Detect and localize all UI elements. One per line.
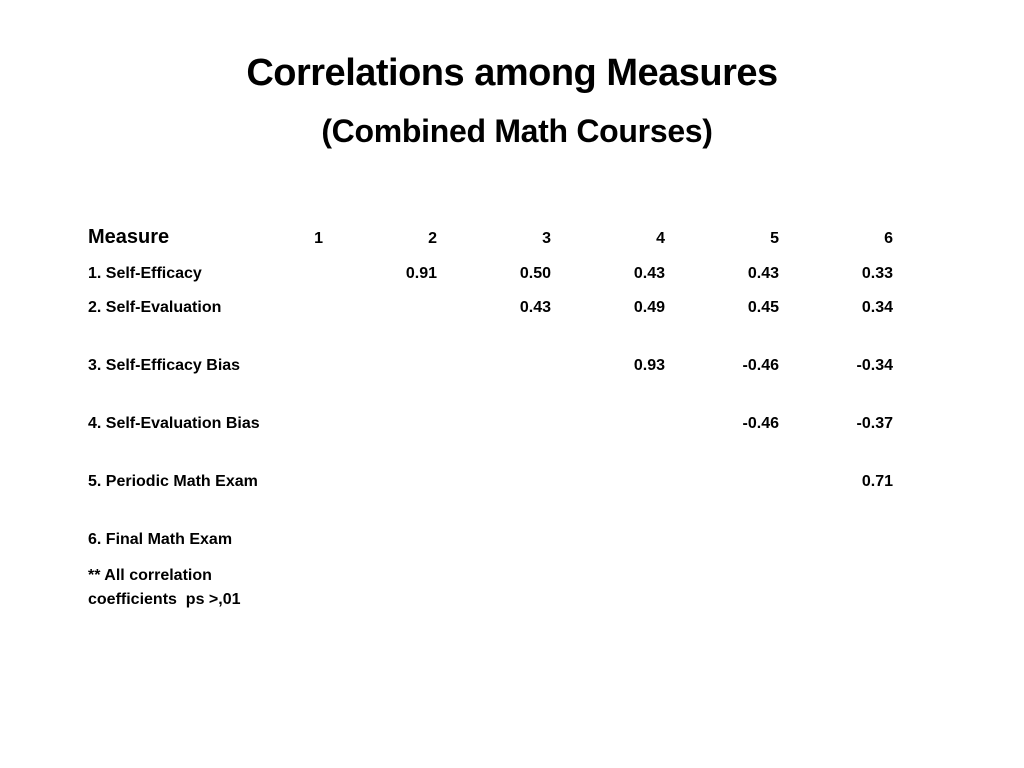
row-label-final-math-exam: 6. Final Math Exam	[88, 531, 233, 548]
table-cell: -0.34	[856, 357, 893, 374]
table-cell: 0.43	[633, 265, 665, 282]
table-cell: -0.46	[742, 415, 779, 432]
column-header-measure: Measure	[88, 226, 170, 248]
table-cell: 0.33	[861, 265, 893, 282]
column-header-1: 1	[314, 230, 323, 247]
row-label-periodic-math-exam: 5. Periodic Math Exam	[88, 473, 258, 490]
table-cell: 0.45	[747, 299, 779, 316]
row-label-self-efficacy: 1. Self-Efficacy	[88, 265, 202, 282]
slide-title: Correlations among Measures	[246, 52, 778, 94]
row-label-self-efficacy-bias: 3. Self-Efficacy Bias	[88, 357, 241, 374]
table-cell: 0.43	[519, 299, 551, 316]
table-cell: 0.91	[405, 265, 437, 282]
significance-footnote: ** All correlation coefficients ps >,01	[88, 567, 241, 608]
row-label-self-evaluation-bias: 4. Self-Evaluation Bias	[88, 415, 260, 432]
table-cell: -0.37	[856, 415, 893, 432]
table-cell: 0.43	[747, 265, 779, 282]
table-cell: -0.46	[742, 357, 779, 374]
column-header-6: 6	[884, 230, 893, 247]
slide-subtitle: (Combined Math Courses)	[321, 113, 713, 149]
table-cell: 0.50	[519, 265, 551, 282]
row-label-self-evaluation: 2. Self-Evaluation	[88, 299, 222, 316]
table-cell: 0.71	[861, 473, 893, 490]
column-header-3: 3	[542, 230, 551, 247]
column-header-5: 5	[770, 230, 779, 247]
table-cell: 0.34	[861, 299, 893, 316]
column-header-4: 4	[656, 230, 665, 247]
column-header-2: 2	[428, 230, 437, 247]
table-cell: 0.49	[633, 299, 665, 316]
table-cell: 0.93	[633, 357, 665, 374]
